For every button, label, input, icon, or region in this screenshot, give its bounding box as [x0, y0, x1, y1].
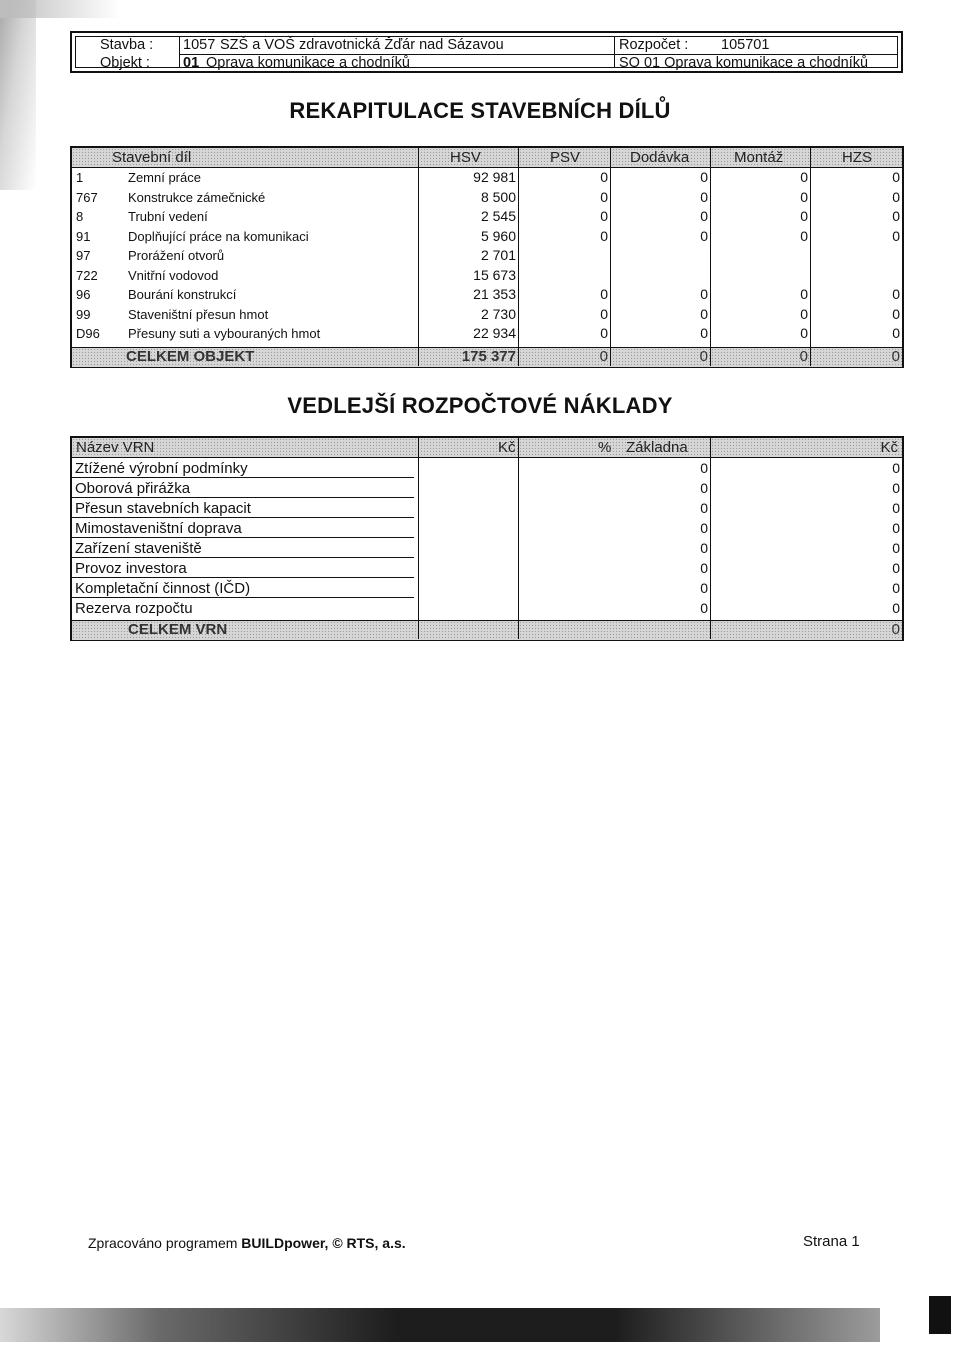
- header-hzs: HZS: [842, 149, 872, 166]
- row-montaz: 0: [800, 227, 808, 244]
- vrn-title: VEDLEJŠÍ ROZPOČTOVÉ NÁKLADY: [287, 393, 673, 418]
- vrn-row-kc: 0: [892, 460, 900, 476]
- scan-bottom-band: [0, 1308, 880, 1342]
- row-hsv: 21 353: [473, 286, 516, 302]
- row-code: D96: [76, 326, 100, 341]
- col-divider: [418, 438, 419, 639]
- footer-prefix: Zpracováno programem: [88, 1235, 242, 1251]
- row-montaz: 0: [800, 286, 808, 302]
- vrn-row-kc: 0: [892, 480, 900, 496]
- row-psv: 0: [600, 305, 608, 322]
- row-name: Doplňující práce na komunikaci: [128, 228, 309, 244]
- row-code: 99: [76, 306, 91, 322]
- rozpocet-value: 105701: [721, 37, 770, 53]
- stavba-label: Stavba :: [100, 37, 154, 53]
- row-hsv: 92 981: [473, 169, 516, 185]
- row-dodavka: 0: [700, 286, 708, 302]
- vrn-row-kc: 0: [892, 560, 900, 576]
- so-value: SO 01 Oprava komunikace a chodníků: [619, 55, 869, 71]
- row-hsv: 2 545: [480, 208, 516, 224]
- row-code: 767: [76, 189, 98, 205]
- vrn-row-kc: 0: [892, 540, 900, 556]
- vrn-row-name: Přesun stavebních kapacit: [75, 500, 251, 517]
- objekt-label: Objekt :: [100, 55, 150, 71]
- row-dodavka: 0: [700, 188, 708, 205]
- row-montaz: 0: [800, 305, 808, 322]
- row-hzs: 0: [892, 208, 900, 224]
- vrn-row-name: Rezerva rozpočtu: [75, 600, 193, 617]
- vrn-row-kc: 0: [892, 600, 900, 616]
- vrn-row-name: Zařízení staveniště: [75, 540, 202, 557]
- col-divider: [610, 148, 611, 366]
- vrn-row-zakladna: 0: [700, 600, 708, 616]
- recap-total-dodavka: 0: [699, 348, 708, 365]
- header-inner: [75, 36, 898, 71]
- vrn-total-kc: 0: [891, 621, 900, 638]
- col-divider: [710, 148, 711, 366]
- vrn-table: [70, 436, 904, 641]
- row-hsv: 15 673: [473, 266, 516, 283]
- vrn-row-zakladna: 0: [700, 580, 708, 596]
- vrn-row-name: Kompletační činnost (IČD): [75, 580, 251, 597]
- row-name: Zemní práce: [128, 170, 201, 185]
- recap-total-psv: 0: [599, 348, 608, 365]
- recap-total-montaz: 0: [799, 348, 808, 365]
- header-stavebni-dil: Stavební díl: [112, 149, 192, 166]
- header-psv: PSV: [550, 149, 581, 166]
- col-divider: [418, 148, 419, 366]
- header-hsv: HSV: [450, 149, 481, 166]
- row-dodavka: 0: [700, 169, 708, 185]
- row-psv: 0: [600, 286, 608, 302]
- vrn-row-zakladna: 0: [700, 480, 708, 496]
- col-divider: [518, 438, 519, 639]
- recap-total-hsv: 175 377: [461, 348, 516, 365]
- row-code: 96: [76, 287, 91, 302]
- vrn-header-row: [72, 438, 902, 458]
- row-dodavka: 0: [700, 227, 708, 244]
- row-hsv: 2 701: [480, 247, 516, 263]
- scan-shadow-top: [0, 0, 120, 18]
- document-header: [70, 31, 903, 73]
- vrn-row-zakladna: 0: [700, 520, 708, 536]
- row-hsv: 8 500: [480, 188, 516, 205]
- row-hsv: 5 960: [480, 227, 516, 244]
- vrn-row-name: Oborová přirážka: [75, 480, 191, 497]
- header-montaz: Montáž: [734, 149, 784, 166]
- row-code: 91: [76, 228, 91, 244]
- vrn-row-name: Ztížené výrobní podmínky: [75, 460, 248, 477]
- footer-program: BUILDpower,: [241, 1235, 329, 1251]
- row-hsv: 22 934: [473, 325, 516, 341]
- page-number: Strana 1: [803, 1233, 860, 1250]
- vrn-total-label: CELKEM VRN: [128, 621, 228, 638]
- vrn-row-name: Provoz investora: [75, 560, 187, 577]
- recap-title: REKAPITULACE STAVEBNÍCH DÍLŮ: [289, 98, 671, 123]
- rozpocet-label: Rozpočet :: [619, 37, 689, 53]
- vrn-row-zakladna: 0: [700, 560, 708, 576]
- row-hzs: 0: [892, 286, 900, 302]
- header-kc-total: Kč: [880, 439, 898, 456]
- row-code: 1: [76, 170, 84, 185]
- header-dodavka: Dodávka: [630, 149, 690, 166]
- vrn-row-zakladna: 0: [700, 460, 708, 476]
- row-psv: 0: [600, 227, 608, 244]
- objekt-name: Oprava komunikace a chodníků: [206, 55, 410, 71]
- header-percent: %: [598, 439, 612, 456]
- row-psv: 0: [600, 325, 608, 341]
- col-divider: [518, 148, 519, 366]
- row-psv: 0: [600, 208, 608, 224]
- footer-copyright: © RTS, a.s.: [332, 1235, 406, 1251]
- row-code: 97: [76, 248, 91, 263]
- row-montaz: 0: [800, 188, 808, 205]
- row-name: Trubní vedení: [128, 209, 208, 224]
- row-montaz: 0: [800, 325, 808, 341]
- objekt-code: 01: [183, 55, 200, 71]
- recap-total-hzs: 0: [891, 348, 900, 365]
- row-name: Staveništní přesun hmot: [128, 306, 269, 322]
- footer-credit: [88, 1235, 406, 1251]
- stavba-name: SZŠ a VOŠ zdravotnická Žďár nad Sázavou: [220, 37, 504, 53]
- stavba-code: 1057: [183, 37, 216, 53]
- row-code: 722: [76, 267, 98, 283]
- row-dodavka: 0: [700, 208, 708, 224]
- row-hzs: 0: [892, 169, 900, 185]
- row-hzs: 0: [892, 188, 900, 205]
- row-name: Bourání konstrukcí: [128, 287, 237, 302]
- header-nazev-vrn: Název VRN: [76, 439, 155, 456]
- vrn-row-name: Mimostaveništní doprava: [75, 520, 242, 537]
- row-code: 8: [76, 209, 84, 224]
- col-divider: [710, 438, 711, 639]
- row-name: Prorážení otvorů: [128, 248, 225, 263]
- col-divider: [810, 148, 811, 366]
- row-psv: 0: [600, 169, 608, 185]
- row-name: Konstrukce zámečnické: [128, 189, 266, 205]
- row-hzs: 0: [892, 227, 900, 244]
- recap-table: [70, 146, 904, 368]
- vrn-row-zakladna: 0: [700, 540, 708, 556]
- header-kc: Kč: [498, 439, 516, 456]
- row-dodavka: 0: [700, 305, 708, 322]
- row-hsv: 2 730: [480, 305, 516, 322]
- row-psv: 0: [600, 188, 608, 205]
- row-hzs: 0: [892, 325, 900, 341]
- vrn-row-kc: 0: [892, 500, 900, 516]
- vrn-row-zakladna: 0: [700, 500, 708, 516]
- scan-shadow-left: [0, 0, 36, 190]
- row-dodavka: 0: [700, 325, 708, 341]
- header-divider: [179, 37, 180, 67]
- vrn-row-kc: 0: [892, 580, 900, 596]
- scan-corner-mark: [929, 1296, 951, 1334]
- row-montaz: 0: [800, 169, 808, 185]
- row-name: Vnitřní vodovod: [128, 267, 219, 283]
- row-montaz: 0: [800, 208, 808, 224]
- recap-total-label: CELKEM OBJEKT: [126, 348, 255, 365]
- row-name: Přesuny suti a vybouraných hmot: [128, 326, 321, 341]
- vrn-row-kc: 0: [892, 520, 900, 536]
- header-divider: [614, 37, 615, 67]
- row-hzs: 0: [892, 305, 900, 322]
- header-zakladna: Základna: [626, 439, 688, 456]
